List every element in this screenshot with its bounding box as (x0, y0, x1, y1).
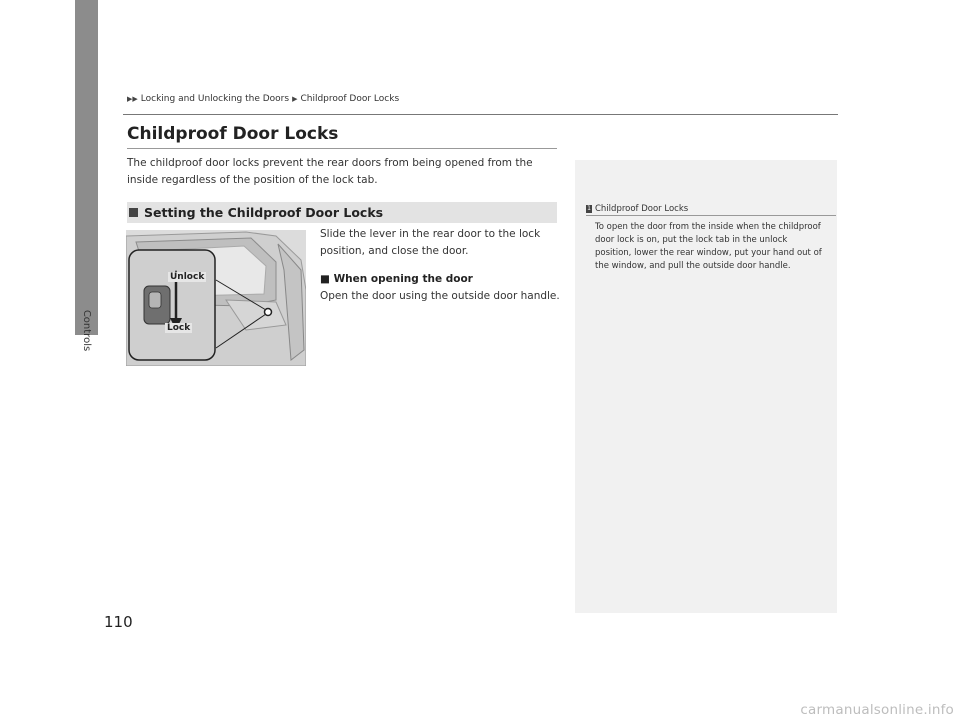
instruction-text: Slide the lever in the rear door to the lock position, and close the door. (320, 228, 541, 257)
breadcrumb-arrow-icon: ▶▶ (127, 95, 138, 103)
note-icon: 1 (587, 205, 591, 212)
note-title-text: Childproof Door Locks (595, 204, 689, 214)
title-divider (127, 148, 557, 149)
subheading-text: Open the door using the outside door handle. (320, 290, 560, 302)
page-number: 110 (104, 613, 133, 631)
square-bullet-icon (129, 208, 138, 217)
zoom-inset (129, 250, 215, 360)
subheading-row (320, 271, 565, 288)
note-divider (586, 215, 836, 216)
note-sidebar (575, 160, 837, 613)
square-bullet-icon: ■ (320, 273, 334, 285)
unlock-label: Unlock (170, 272, 205, 282)
door-lock-illustration (126, 230, 306, 366)
breadcrumb-item-childproof[interactable]: Childproof Door Locks (300, 94, 400, 104)
intro-paragraph: The childproof door locks prevent the rear doors from being opened from the inside regardless of the position of the lock tab. (127, 157, 533, 186)
instructions (320, 226, 565, 305)
breadcrumb-item-locking[interactable]: Locking and Unlocking the Doors (140, 94, 290, 104)
section-header (127, 202, 557, 223)
subheading: When opening the door (333, 273, 473, 285)
page-title: Childproof Door Locks (127, 124, 339, 144)
note-title (586, 204, 688, 214)
breadcrumb (127, 94, 399, 104)
chapter-tab (75, 0, 98, 335)
note-body: To open the door from the inside when the childproof door lock is on, put the lock tab in the unlock position, lower the rear window, put your hand out of the window, and pull the outside door handle. (595, 222, 822, 271)
watermark[interactable]: carmanualsonline.info (800, 702, 954, 718)
breadcrumb-arrow-icon: ▶ (292, 95, 298, 103)
car-door-drawing (126, 230, 306, 366)
header-divider (123, 114, 838, 115)
lock-label: Lock (167, 323, 191, 333)
section-heading: Setting the Childproof Door Locks (144, 205, 384, 220)
chapter-tab-label: Controls (81, 309, 93, 351)
